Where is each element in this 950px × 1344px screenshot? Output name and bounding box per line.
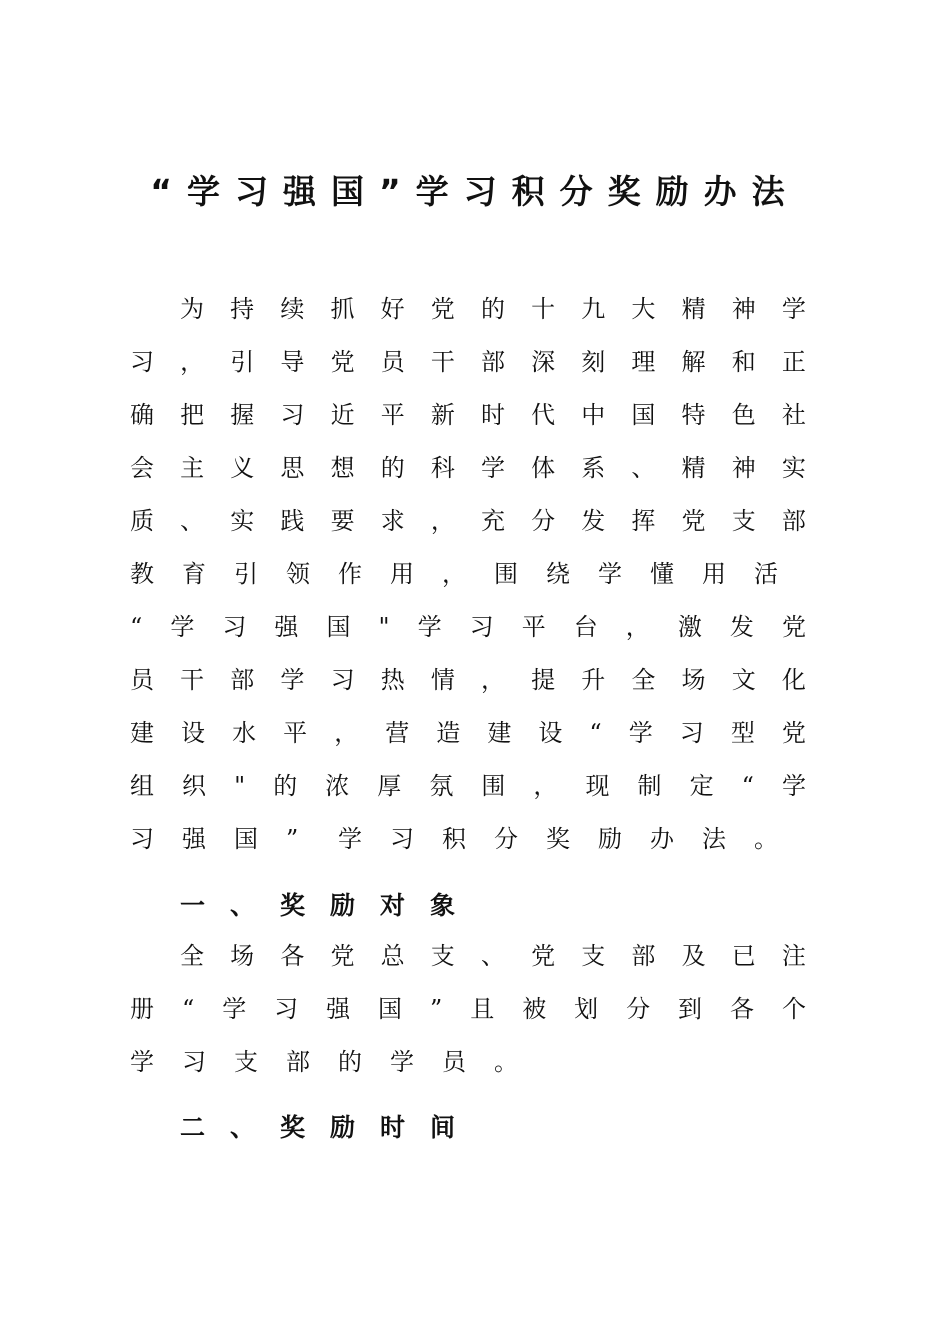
body-line: 建 设 水 平 ， 营 造 建 设 “ 学 习 型 党 [130, 719, 806, 747]
document-title: “学习强国”学习积分奖励办法 [150, 172, 800, 211]
body-line: 全 场 各 党 总 支 、 党 支 部 及 已 注 [180, 942, 806, 970]
body-line: 组 织 " 的 浓 厚 氛 围 ， 现 制 定 “ 学 [130, 772, 806, 800]
body-line: “ 学 习 强 国 " 学 习 平 台 ， 激 发 党 [130, 613, 806, 641]
body-line: 习 ， 引 导 党 员 干 部 深 刻 理 解 和 正 [130, 348, 806, 376]
body-line: 册 “ 学 习 强 国 ” 且 被 划 分 到 各 个 [130, 995, 806, 1023]
body-line: 习 强 国 ” 学 习 积 分 奖 励 办 法 。 [130, 825, 778, 853]
body-line: 学 习 支 部 的 学 员 。 [130, 1048, 518, 1076]
body-line: 会 主 义 思 想 的 科 学 体 系 、 精 神 实 [130, 454, 806, 482]
body-line: 员 干 部 学 习 热 情 ， 提 升 全 场 文 化 [130, 666, 806, 694]
body-line: 质 、 实 践 要 求 ， 充 分 发 挥 党 支 部 [130, 507, 806, 535]
body-line: 教 育 引 领 作 用 ， 围 绕 学 懂 用 活 [130, 560, 778, 588]
section-heading-2: 二 、 奖 励 时 间 [180, 1113, 456, 1142]
section-heading-1: 一 、 奖 励 对 象 [180, 891, 456, 920]
body-line: 确 把 握 习 近 平 新 时 代 中 国 特 色 社 [130, 401, 806, 429]
body-line: 为 持 续 抓 好 党 的 十 九 大 精 神 学 [180, 295, 806, 323]
